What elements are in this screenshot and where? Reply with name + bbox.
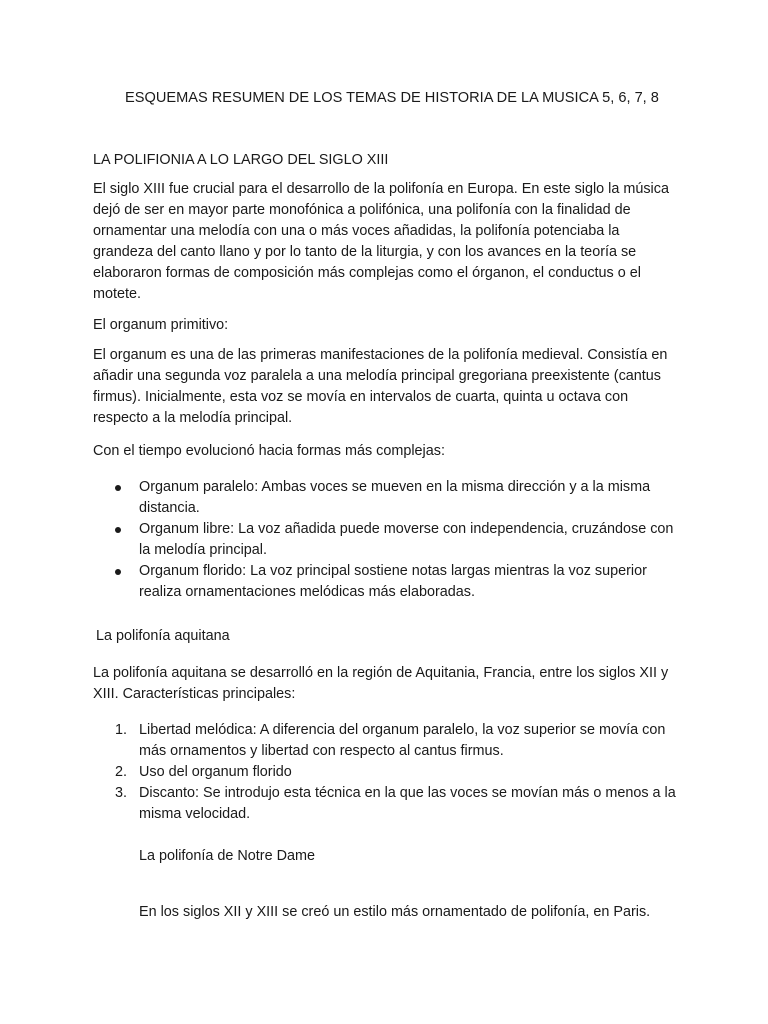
intro-paragraph: El siglo XIII fue crucial para el desarrollo de la polifonía en Europa. En este siglo la música dejó de ser en mayor parte monofónica a polifónica, una polifonía con la finalidad de ornamentar una melodía con una o más voces añadidas, la polifonía potenciaba la grandeza del canto llano y por lo tanto de la liturgia, y con los avances en la teoría se elaboraron formas de composición más complejas como el órganon, el conductus o el motete.: [93, 181, 669, 302]
list-item-text: Organum florido: La voz principal sostiene notas largas mientras la voz superior realiza ornamentaciones melódicas más elaboradas.: [139, 563, 647, 600]
list-item-text: Libertad melódica: A diferencia del organum paralelo, la voz superior se movía con más ornamentos y libertad con respecto al cantus firmus.: [139, 722, 666, 759]
list-item-text: Uso del organum florido: [139, 764, 292, 780]
organum-paragraph: El organum es una de las primeras manifestaciones de la polifonía medieval. Consistía en añadir una segunda voz paralela a una melodía principal gregoriana preexistente (cantus firmus). Inicialmente, esta voz se movía en intervalos de cuarta, quinta u octava con respecto a la melodía principal.: [93, 347, 668, 426]
list-number: 3.: [115, 785, 128, 801]
organum-types-list: [93, 477, 678, 603]
list-item-text: Organum paralelo: Ambas voces se mueven en la misma dirección y a la misma distancia.: [139, 479, 651, 516]
organum-heading: El organum primitivo:: [93, 317, 229, 333]
notre-dame-paragraph: En los siglos XII y XIII se creó un estilo más ornamentado de polifonía, en Paris.: [139, 904, 651, 920]
bullet-icon: [115, 569, 121, 575]
list-item: [93, 519, 678, 561]
list-number: 1.: [115, 722, 128, 738]
aquitaine-heading: La polifonía aquitana: [96, 628, 230, 644]
document-title: ESQUEMAS RESUMEN DE LOS TEMAS DE HISTORIA DE LA MUSICA 5, 6, 7, 8: [125, 90, 659, 106]
aquitaine-paragraph: La polifonía aquitana se desarrolló en la región de Aquitania, Francia, entre los siglos XII y XIII. Características principales:: [93, 665, 669, 702]
aquitaine-features-list: [93, 720, 678, 825]
notre-dame-heading: La polifonía de Notre Dame: [139, 848, 315, 864]
list-item: [93, 561, 678, 603]
list-item: [93, 762, 678, 783]
list-item: [93, 783, 678, 825]
list-item-text: Organum libre: La voz añadida puede moverse con independencia, cruzándose con la melodía principal.: [139, 521, 674, 558]
list-item: [93, 720, 678, 762]
bullet-icon: [115, 527, 121, 533]
list-number: 2.: [115, 764, 128, 780]
section-heading: LA POLIFIONIA A LO LARGO DEL SIGLO XIII: [93, 152, 389, 168]
bullet-icon: [115, 485, 121, 491]
list-item-text: Discanto: Se introdujo esta técnica en la que las voces se movían más o menos a la misma velocidad.: [139, 785, 676, 822]
evolution-paragraph: Con el tiempo evolucionó hacia formas más complejas:: [93, 443, 445, 459]
list-item: [93, 477, 678, 519]
